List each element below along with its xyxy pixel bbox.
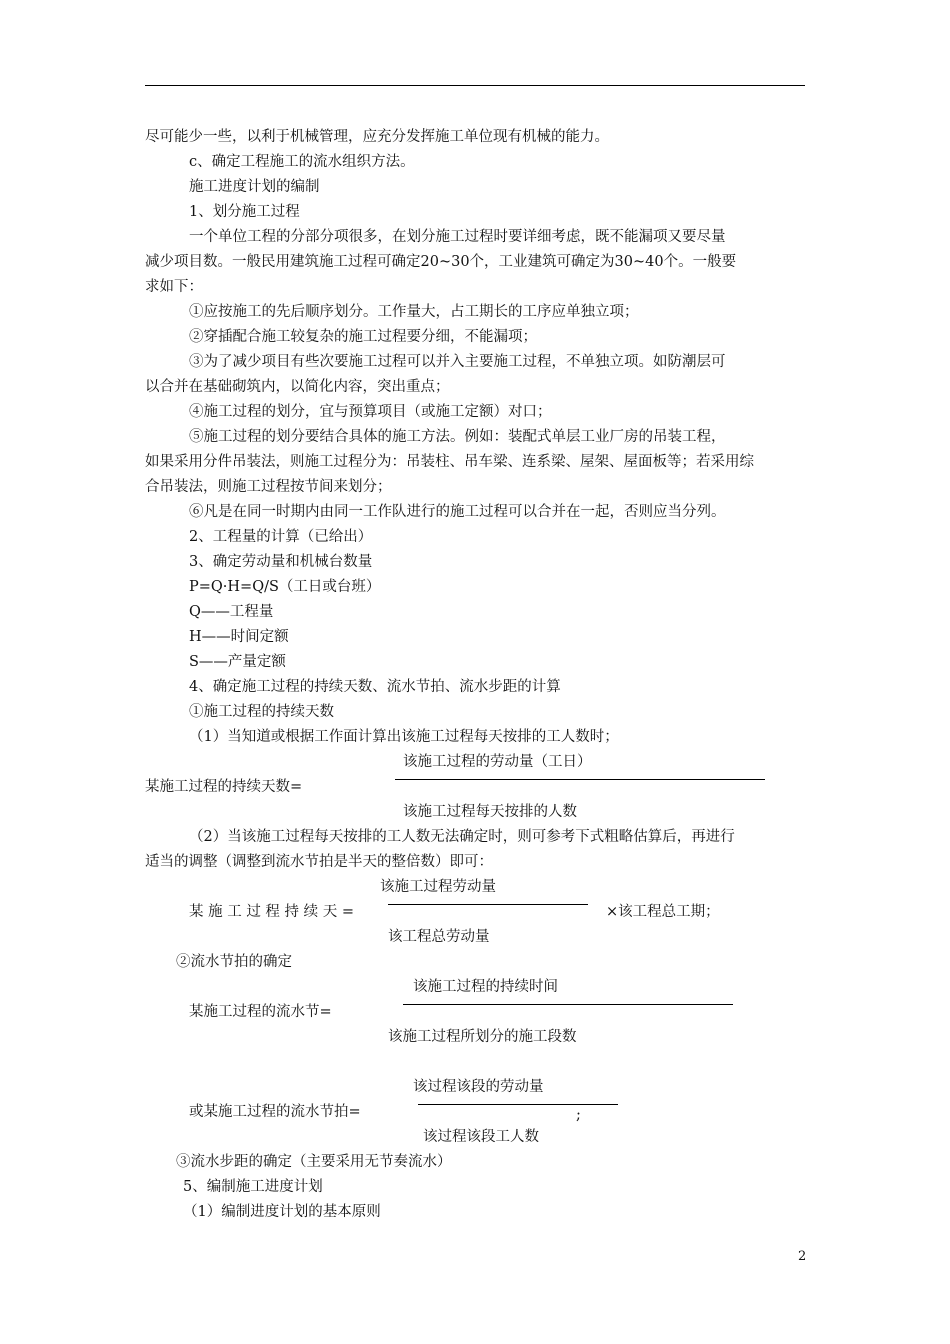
text-line: S——产量定额	[189, 654, 286, 670]
text-line: ①施工过程的持续天数	[189, 704, 334, 720]
formula-denominator: 该工程总劳动量	[388, 929, 490, 945]
header-rule	[145, 85, 805, 86]
page-number: 2	[798, 1249, 807, 1264]
formula-denominator: 该过程该段工人数	[423, 1129, 539, 1145]
text-line: 以合并在基础砌筑内，以简化内容，突出重点；	[145, 379, 450, 395]
formula-semicolon: ;	[576, 1107, 581, 1123]
text-line: ③流水步距的确定（主要采用无节奏流水）	[176, 1154, 452, 1170]
formula-label: 某 施 工 过 程 持 续 天 =	[189, 904, 355, 920]
text-line: （1）当知道或根据工作面计算出该施工过程每天按排的工人数时；	[189, 729, 619, 745]
text-line: Q——工程量	[189, 604, 274, 620]
formula-numerator: 该施工过程的劳动量（工日）	[403, 754, 592, 770]
formula-denominator: 该施工过程每天按排的人数	[403, 804, 577, 820]
text-line: c、确定工程施工的流水组织方法。	[189, 154, 415, 170]
text-line: 4、确定施工过程的持续天数、流水节拍、流水步距的计算	[189, 679, 561, 695]
text-line: 一个单位工程的分部分项很多，在划分施工过程时要详细考虑，既不能漏项又要尽量	[189, 229, 726, 245]
formula-label: 或某施工过程的流水节拍=	[189, 1104, 361, 1120]
text-line: 适当的调整（调整到流水节拍是半天的整倍数）即可：	[145, 854, 493, 870]
text-line: （2）当该施工过程每天按排的工人数无法确定时，则可参考下式粗略估算后，再进行	[189, 829, 735, 845]
text-line: 1、划分施工过程	[189, 204, 300, 220]
text-line: 求如下：	[145, 279, 203, 295]
text-line: 如果采用分件吊装法，则施工过程分为：吊装柱、吊车梁、连系梁、屋架、屋面板等；若采用综	[145, 454, 754, 470]
text-line: 尽可能少一些，以利于机械管理，应充分发挥施工单位现有机械的能力。	[145, 129, 609, 145]
text-line: 3、确定劳动量和机械台数量	[189, 554, 373, 570]
fraction-bar	[388, 904, 588, 905]
text-line: ⑤施工过程的划分要结合具体的施工方法。例如：装配式单层工业厂房的吊装工程，	[189, 429, 726, 445]
formula-numerator: 该施工过程劳动量	[380, 879, 496, 895]
text-line: ①应按施工的先后顺序划分。工作量大，占工期长的工序应单独立项；	[189, 304, 639, 320]
text-line: ⑥凡是在同一时期内由同一工作队进行的施工过程可以合并在一起，否则应当分列。	[189, 504, 726, 520]
text-line: ②穿插配合施工较复杂的施工过程要分细，不能漏项；	[189, 329, 537, 345]
text-line: ③为了减少项目有些次要施工过程可以并入主要施工过程，不单独立项。如防潮层可	[189, 354, 726, 370]
formula-multiplier: ×该工程总工期；	[606, 904, 720, 920]
fraction-bar	[418, 1104, 618, 1105]
formula-numerator: 该过程该段的劳动量	[413, 1079, 544, 1095]
text-line: ④施工过程的划分，宜与预算项目（或施工定额）对口；	[189, 404, 552, 420]
text-line: 施工进度计划的编制	[189, 179, 320, 195]
fraction-bar	[403, 1004, 733, 1005]
formula-label: 某施工过程的流水节=	[189, 1004, 332, 1020]
text-line: 2、工程量的计算（已给出）	[189, 529, 373, 545]
text-line: 5、编制施工进度计划	[183, 1179, 323, 1195]
text-line: H——时间定额	[189, 629, 289, 645]
text-line: （1）编制进度计划的基本原则	[183, 1204, 381, 1220]
fraction-bar	[395, 779, 765, 780]
formula-label: 某施工过程的持续天数=	[145, 779, 303, 795]
formula-numerator: 该施工过程的持续时间	[413, 979, 558, 995]
formula-denominator: 该施工过程所划分的施工段数	[388, 1029, 577, 1045]
text-line: 合吊装法，则施工过程按节间来划分；	[145, 479, 392, 495]
text-line: ②流水节拍的确定	[176, 954, 292, 970]
text-line: 减少项目数。一般民用建筑施工过程可确定20~30个，工业建筑可确定为30~40个。一般要	[145, 254, 737, 270]
formula-line: P=Q·H=Q/S（工日或台班）	[189, 579, 381, 595]
